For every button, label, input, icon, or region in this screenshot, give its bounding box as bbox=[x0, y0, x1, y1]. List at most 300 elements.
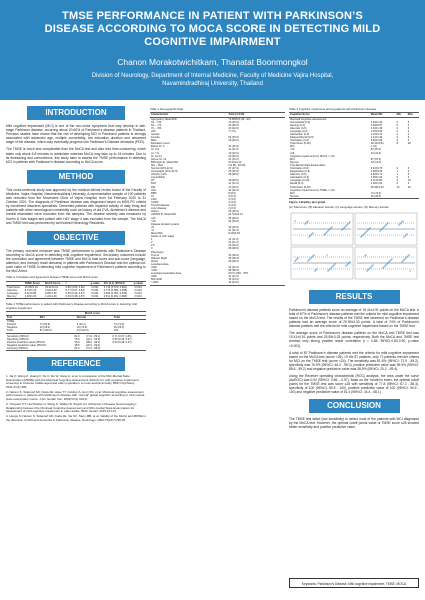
table-cell: 1.16±0.74 bbox=[370, 132, 383, 136]
table-cell: Visuospatial (0-5) bbox=[290, 120, 311, 124]
table-cell: Mixed bbox=[151, 259, 158, 263]
table-cell: >600 bbox=[151, 269, 157, 273]
table-cell: Normal bbox=[289, 195, 370, 199]
table-cell: 0.53 (0.38, 0.67) bbox=[65, 295, 90, 299]
table-cell: <0.001 bbox=[133, 288, 142, 292]
scatter-point bbox=[347, 263, 348, 264]
scatter-point bbox=[341, 229, 342, 230]
scatter-point bbox=[384, 265, 385, 266]
table-cell: 25 (25.0) bbox=[228, 123, 239, 127]
results-paragraph-2: The average score of Parkinson’s disease patients on the MoCA and TMSE test was 19.41±4.91 points and 25.95±3.33 points, respectively. Both the MoCA and TMSE test showed very strong positive linear correlation (r = 0.86, 95%CI:0.80-0.90, p-value <0.001). bbox=[289, 331, 419, 348]
table-header-cell: Test bbox=[6, 316, 39, 320]
scatter-point bbox=[361, 235, 362, 236]
scatter-point bbox=[333, 264, 334, 265]
table-cell: 5 bbox=[407, 120, 410, 124]
scatter-point bbox=[309, 258, 310, 259]
table-cell: UPDRS III, Mean±SD bbox=[151, 213, 176, 217]
table-cell: COPD bbox=[151, 201, 159, 205]
method-heading: METHOD bbox=[27, 170, 125, 184]
table-cell: 672.5 (250 - 757) bbox=[228, 272, 249, 276]
scatter-point bbox=[383, 226, 384, 227]
table-cell: Phenotype bbox=[151, 250, 164, 254]
table-cell: Accuracy (95%CI) bbox=[6, 347, 74, 351]
scatter-point bbox=[387, 222, 388, 223]
table-cell: Positive bbox=[7, 323, 17, 327]
scatter-point bbox=[326, 254, 327, 255]
scatter-point bbox=[405, 257, 406, 258]
table-cell: 23.22±4.12 bbox=[228, 160, 242, 164]
table-cell: 4 (4.0) bbox=[228, 201, 236, 205]
table-cell: 1 bbox=[396, 170, 399, 174]
introduction-paragraph-2: The TMSE is much less complicated than the MoCA test and also less time-consuming, which takes only about 6-8 minutes to administer whereas MoCA may take up to 15 minutes. Due to its timesaving and convenience, this study aims to assess the TMSE performance in detecting MCI in patients with Parkinson’s disease according to MoCA score. bbox=[6, 147, 146, 164]
table-cell: Gender bbox=[151, 132, 160, 136]
table-cell: 41 (41.0) bbox=[228, 241, 239, 245]
table-cell: 87 (100.0) bbox=[39, 329, 76, 333]
table-cell: 0.775 (0.581, 0.848) bbox=[103, 288, 128, 292]
scatter-point bbox=[383, 266, 384, 267]
table-header-cell: Normal bbox=[76, 316, 113, 320]
table-cell: 22 (22.0) bbox=[228, 145, 239, 149]
scatter-point bbox=[401, 221, 402, 222]
introduction-heading: INTRODUCTION bbox=[27, 106, 125, 120]
scatter-point bbox=[312, 255, 313, 256]
table-cell: 1.18±1.04 bbox=[24, 295, 44, 299]
table-cell: MCI bbox=[290, 191, 295, 195]
table-cell: 2.5 bbox=[151, 244, 155, 248]
table-cell: 2 (2.0) bbox=[228, 207, 236, 211]
scatter-point bbox=[406, 233, 407, 234]
authors: Chanon Morakotwichitkarn, Thanatat Boonmongkol bbox=[117, 57, 308, 67]
table-cell: 58 (58.0) bbox=[228, 269, 239, 273]
scatter-point bbox=[364, 255, 365, 256]
bland-altman-panel bbox=[291, 247, 353, 279]
scatter-point bbox=[370, 266, 371, 267]
table-cell: 74 (74.0) bbox=[113, 323, 125, 327]
table-cell: 41 (41.0) bbox=[228, 182, 239, 186]
scatter-point bbox=[332, 265, 333, 266]
table-cell: 42 (42.0) bbox=[228, 266, 239, 269]
scatter-point bbox=[391, 258, 392, 259]
figure-1-subcaption: (A) Total score, (B) Attention domain, (C) Language domain, (D) Memory domain bbox=[289, 205, 389, 210]
references-heading: REFERENCE bbox=[27, 357, 125, 371]
table-cell: 20 (20.0) bbox=[228, 154, 239, 158]
scatter-point bbox=[346, 224, 347, 225]
scatter-point bbox=[345, 265, 346, 266]
table-cell: 81.0 bbox=[74, 347, 86, 351]
table-cell: 3 (3.0) bbox=[228, 197, 236, 201]
scatter-point bbox=[330, 267, 331, 268]
bland-altman-panel bbox=[355, 213, 417, 245]
scatter-point bbox=[368, 268, 369, 269]
table-cell: (88.6 - 99.2) bbox=[86, 340, 101, 344]
scatter-point bbox=[367, 269, 368, 270]
table-cell: Mean±SD bbox=[151, 231, 163, 235]
table-cell: 40 – <60 bbox=[151, 120, 162, 124]
table-cell: Attention (0-6) bbox=[290, 126, 307, 130]
table-cell: 72.68±8.8 (49 - 93) bbox=[228, 117, 251, 121]
table-cell: >20 bbox=[151, 219, 156, 223]
table-cell: 9.11±0.85 bbox=[24, 291, 37, 295]
table-cell: 26 (26.0) bbox=[370, 195, 396, 199]
scatter-point bbox=[382, 267, 383, 268]
table-cell: 0 bbox=[396, 129, 399, 133]
table-cell: 0.53 (0.38, 0.67) bbox=[112, 340, 132, 344]
table-cell: Calculation (0-3) bbox=[290, 176, 310, 180]
table-cell: <0.001 bbox=[133, 295, 146, 299]
table-cell: Total Score bbox=[7, 285, 20, 289]
table-cell: >1000 bbox=[150, 281, 227, 285]
table-cell: 0.55 (0.39, 0.67) bbox=[65, 291, 85, 295]
table-header-cell: r bbox=[65, 281, 90, 285]
table-cell: 3 bbox=[407, 170, 410, 174]
table-header-cell: MCI bbox=[39, 316, 76, 320]
table-cell: 2.95±0.29 bbox=[370, 170, 383, 174]
scatter-point bbox=[342, 228, 343, 229]
figure-1-caption: Figure 1 Bradley plot graph bbox=[289, 199, 326, 204]
scatter-point bbox=[379, 230, 380, 231]
table-cell: 1.18±1.04 bbox=[370, 182, 383, 186]
table-cell: Gr. 7-9 bbox=[151, 151, 159, 155]
scatter-point bbox=[296, 258, 297, 259]
table-cell: Total bbox=[6, 329, 39, 333]
table-cell: ≤600 bbox=[151, 275, 157, 279]
table-cell: Specificity (95%CI) bbox=[7, 337, 29, 341]
scatter-point bbox=[316, 268, 317, 269]
table-cell: Age(years), Mean±SD bbox=[151, 117, 177, 121]
scatter-point bbox=[326, 231, 327, 232]
table-row bbox=[6, 329, 146, 333]
table-cell: Normal bbox=[290, 160, 299, 164]
scatter-point bbox=[312, 232, 313, 233]
scatter-point bbox=[389, 260, 390, 261]
table-cell: Akinetic Rigid bbox=[151, 256, 167, 260]
scatter-point bbox=[294, 260, 295, 261]
table-cell: BMI (kg/m2), Mean±SD bbox=[151, 160, 179, 164]
table-header-cell: p-value bbox=[90, 281, 103, 285]
scatter-point bbox=[369, 267, 370, 268]
scatter-point bbox=[308, 236, 309, 237]
table-cell: Delayed Recall (0-5) bbox=[290, 136, 314, 140]
table-cell: Comorbidity bbox=[151, 176, 165, 180]
table-cell: Language (0-3) bbox=[290, 129, 308, 133]
table-cell: Min – Max bbox=[151, 163, 163, 167]
table-cell: 6 bbox=[407, 139, 410, 143]
table-cell: Obesity (≥25) bbox=[151, 173, 167, 177]
table-cell: Thai Mental State Examination bbox=[290, 163, 326, 167]
results-paragraph-4: Using the Receiver operating characteristic (ROC) analysis, the area under the curve (AuROC) was 0.92 (95%CI: 0.86 – 0.97). Base on the Youden’s index, the optimal cutoff points for the TMSE test was score ≤28 with sensitivity of 77.8 (95%CI: 67.2 - 86.3), specificity of 100 (95%CI: 80.5 - 100), positive predictive value of 100 (95%CI: 94.9 - 100) and negative predictive value of 51.4 (95%CI: 34.4 - 68.1). bbox=[289, 374, 419, 395]
scatter-point bbox=[365, 231, 366, 232]
scatter-point bbox=[399, 223, 400, 224]
affiliation: Division of Neurology, Department of Internal Medicine, Faculty of Medicine Vajira Hospital, Navamindradhiraj University, Thailand bbox=[91, 73, 334, 87]
reference-item: 1. Jia X, Wang Z, Huang F, Su C, Du W, Jiang H, et al. A comparison of the Mini-Mental State Examination (MMSE) with the Montreal Cognitive Assessment (MoCA) for mild cognitive impairment screening in Chinese middle-aged and older population: a cross-sectional study. BMC Psychiatry. 2021;21(1):485. bbox=[6, 373, 139, 390]
table-cell: 3 bbox=[407, 182, 410, 186]
scatter-point bbox=[327, 270, 328, 271]
scatter-point bbox=[334, 263, 335, 264]
table-header-cell: Mean±SD bbox=[370, 113, 396, 117]
table-cell: (14.85 - 40.59) bbox=[228, 163, 246, 167]
table-cell: 6 (6.0) bbox=[228, 194, 236, 198]
table-cell: 8.19±4.66 bbox=[228, 231, 240, 235]
conclusion-paragraph: The TMSE test failed (low sensitivity) to detect most of the patients with MCI diagnosed by the MoCA test. However, the optimal cutoff points value of TMSE score ≤28 showed better sensitivity and positive predictive value. bbox=[289, 416, 419, 429]
scatter-point bbox=[371, 265, 372, 266]
table-cell: 0.652 (0.351, 0.836) bbox=[103, 291, 128, 295]
scatter-point bbox=[325, 232, 326, 233]
scatter-point bbox=[400, 222, 401, 223]
table-cell: (46.2 - 95.0) bbox=[86, 337, 101, 341]
table-header-cell: MoCA Score bbox=[44, 281, 65, 285]
table-cell bbox=[112, 347, 146, 351]
table-cell: 42 (42.0) bbox=[228, 126, 239, 130]
scatter-point bbox=[407, 255, 408, 256]
scatter-point bbox=[324, 233, 325, 234]
table-cell: DLP bbox=[151, 182, 157, 186]
table-cell: ≤600 bbox=[151, 266, 157, 269]
keywords-box: Keywords: Parkinson’s Disease, Mild cognitive impairment, TMSE, MOCA bbox=[289, 578, 419, 588]
table-1-demographics bbox=[150, 112, 285, 285]
table-cell: 14 bbox=[396, 185, 400, 189]
scatter-point bbox=[310, 234, 311, 235]
scatter-point bbox=[348, 222, 349, 223]
table-cell: 20 (20.0) bbox=[228, 185, 239, 189]
table-cell: 10 bbox=[407, 179, 411, 183]
scatter-point bbox=[386, 223, 387, 224]
table-cell: 3 (23.1) bbox=[76, 323, 86, 327]
table-cell: 54 (54.0) bbox=[228, 219, 239, 223]
scatter-point bbox=[408, 254, 409, 255]
table-cell: 30 bbox=[407, 185, 411, 189]
left-column bbox=[6, 106, 146, 423]
table-cell bbox=[396, 195, 407, 199]
table-cell: 25 (25.0) bbox=[228, 170, 239, 174]
table-cell: Education Level bbox=[151, 142, 170, 146]
table-cell: HT bbox=[151, 179, 155, 183]
table-cell: Negative predictive value (95%CI) bbox=[7, 343, 47, 347]
table-cell: Recall (0-3) bbox=[290, 182, 304, 186]
method-paragraph: This cross-sectional study was approved by the medical ethical review board of the Faculty of Medicine, Vajira Hospital, Navamindradhiraj University. A representative sample of 100 patients was recruited from the Movement Clinic of Vajira Hospital, from 1st February 2020 to 31 October 2020. The diagnosis of Parkinson disease was diagnosed based on MDS-PD criteria by movement disorders specialists. Demented patients with impaired activity of daily living and patients with other neurological comorbidity such as history of old CVA, Alzheimer’s disease and mental retardation were excluded from the samples. The disease severity was measured by Hoehn & Yahr stages and patient with H&Y stage 4 was excluded from the sample. The MoCA and TMSE test was performed by well trained Neurology Residents. bbox=[6, 187, 147, 225]
objective-paragraph: The primary outcome measure was TMSE performance in patients with Parkinson’s Disease according to MoCA score in detecting mild cognitive impairment. Secondary outcomes include the correlation and agreement between TMSE and MoCA total score and sub-score (language, attention, and memory recall domains) in patients with Parkinson’s Disease and the optimal cut-point value of TMSE in detecting mild cognitive impairment of Parkinson’s patients according to the MoCA test. bbox=[6, 248, 146, 274]
table-cell: <0.001 bbox=[133, 291, 142, 295]
table-cell: 32 (32.0) bbox=[228, 188, 239, 192]
table-cell: 26 (26.0) bbox=[113, 326, 125, 330]
table-cell: Positive predictive value (95%CI) bbox=[7, 340, 46, 344]
scatter-point bbox=[364, 232, 365, 233]
table-4-superheader: MoCA score bbox=[39, 311, 146, 315]
table-cell: 6 bbox=[407, 126, 410, 130]
table-cell: Orientation (0-6) bbox=[290, 139, 309, 143]
scatter-point bbox=[344, 226, 345, 227]
scatter-point bbox=[348, 262, 349, 263]
scatter-point bbox=[384, 225, 385, 226]
table-cell: Montreal Cognitive Assessment bbox=[290, 117, 327, 121]
table-cell: Cognitive impairments by MoCA, n (%) bbox=[290, 154, 335, 158]
scatter-point bbox=[297, 257, 298, 258]
table-header-cell: p-value bbox=[133, 281, 146, 285]
table-cell: 36 (36.0) bbox=[228, 256, 239, 260]
table-4-statistics bbox=[6, 335, 146, 351]
table-header-cell: Min bbox=[396, 113, 407, 117]
table-cell: 600-1000 bbox=[151, 278, 162, 282]
table-cell: OLF bbox=[151, 188, 157, 192]
scatter-point bbox=[402, 260, 403, 261]
table-cell: Registration (0-3) bbox=[290, 170, 311, 174]
table-cell: 6 bbox=[407, 167, 410, 170]
table-cell: 5 bbox=[407, 136, 410, 140]
table-cell: Tremor bbox=[151, 253, 160, 257]
table-cell: 28 (28.0) bbox=[228, 247, 239, 251]
scatter-point bbox=[328, 269, 329, 270]
table-cell: Language bbox=[7, 291, 19, 295]
table-cell: 71 (81.6) bbox=[39, 323, 51, 327]
table-cell: CKD bbox=[151, 197, 157, 201]
reference-item: 3. Trzepacz PT, Hochstetler H, Wang S, Walker B, Saykin AJ. Alzheimer’s Disease Neuroimaging I. Relationship between the Montreal Cognitive Assessment and Mini-mental State Examination for assessment of mild cognitive impairment in older adults. BMC Geriatr. 2015;15:107. bbox=[6, 401, 138, 414]
table-header-cell: Characteristic bbox=[150, 113, 227, 117]
table-header-cell: Total bbox=[113, 316, 146, 320]
table-cell: 100 bbox=[113, 329, 146, 333]
bland-altman-plots bbox=[289, 211, 419, 281]
results-heading: RESULTS bbox=[309, 290, 400, 304]
scatter-point bbox=[385, 224, 386, 225]
table-cell: Male bbox=[151, 139, 157, 143]
poster-title: TMSE PERFORMANCE IN PATIENT WITH PARKINSON’S DISEASE ACCORDING TO MOCA SCORE IN DETECTING MILD COGNITIVE IMPAIRMENT bbox=[44, 10, 381, 48]
bland-altman-panel bbox=[291, 213, 353, 245]
table-cell: 0 bbox=[396, 123, 399, 127]
table-cell: 4.64±1.49 bbox=[45, 288, 57, 292]
table-cell: 46 (46.0) bbox=[228, 139, 239, 143]
table-cell: 87 (87.0) bbox=[370, 148, 382, 152]
table-cell: Thyroid disease bbox=[151, 204, 170, 208]
table-cell: 2 bbox=[151, 241, 153, 245]
reference-item: 4. Hoops S, Nazem S, Siderowf AD, Duda JE, Xie SX, Stern MB, et al. Validity of the MoCA and MMSE in the detection of MCI and dementia in Parkinson disease. Neurology. 2009;73(21):1738-45. bbox=[6, 414, 146, 422]
scatter-point bbox=[327, 230, 328, 231]
scatter-point bbox=[403, 259, 404, 260]
table-cell: 44 (44.0) bbox=[227, 281, 285, 285]
table-cell: 0 bbox=[396, 182, 399, 186]
scatter-point bbox=[349, 261, 350, 262]
scatter-point bbox=[382, 227, 383, 228]
table-cell: Overweight (23.0-24.9) bbox=[151, 170, 178, 174]
scatter-point bbox=[343, 227, 344, 228]
table-cell: Attention (0-5) bbox=[290, 173, 307, 177]
table-cell: Negative bbox=[7, 326, 18, 330]
table-cell: 11 (11.0) bbox=[228, 148, 239, 152]
table-cell: Levodopa dose bbox=[151, 262, 169, 266]
right-column bbox=[289, 106, 419, 432]
table-cell: 15 (15.0) bbox=[228, 278, 239, 282]
table-cell: (20.2 - 59.4) bbox=[86, 343, 101, 347]
table-cell: Abstraction (0-2) bbox=[290, 132, 310, 136]
table-cell: 25.95±3.33 bbox=[24, 285, 38, 289]
table-cell: Total Score (0-30) bbox=[290, 142, 311, 146]
table-cell: 19.41±4.91 bbox=[45, 285, 59, 289]
table-cell: n (%) bbox=[370, 145, 377, 149]
table-cell: Gr. 10-12 bbox=[151, 154, 162, 158]
table-cell: Liver disease bbox=[151, 207, 167, 211]
table-cell: 60 – <70 bbox=[151, 123, 162, 127]
table-cell: 48 (48.0) bbox=[228, 179, 239, 183]
table-cell: 7 (7.0) bbox=[228, 129, 236, 133]
references-section bbox=[6, 357, 146, 422]
middle-column bbox=[150, 106, 285, 286]
table-1-caption: Table 1 Demographic Data bbox=[150, 107, 184, 111]
scatter-point bbox=[329, 268, 330, 269]
table-cell: 31 (31.0) bbox=[228, 157, 239, 161]
table-cell: (72.0 - 88.2) bbox=[85, 347, 111, 351]
scatter-point bbox=[306, 221, 307, 222]
table-cell: 54 (54.0) bbox=[228, 136, 239, 140]
scatter-point bbox=[349, 221, 350, 222]
table-cell: Disease duration (years) bbox=[151, 222, 180, 226]
table-header-cell: Max bbox=[407, 113, 419, 117]
table-cell: ≥26 bbox=[290, 151, 295, 155]
table-cell: <26 bbox=[290, 148, 295, 152]
table-cell: (71.9 - 89.1) bbox=[86, 334, 101, 338]
table-4-caption: Table 4 TMSE performance in patient with Parkinson’s Disease according to MoCA score in detecting mild cognitive impairment bbox=[6, 302, 137, 310]
table-cell: 6.05±1.96 bbox=[45, 291, 57, 295]
scatter-point bbox=[365, 254, 366, 255]
table-header-cell: TMSE Score bbox=[24, 281, 44, 285]
scatter-point bbox=[360, 236, 361, 237]
table-cell: 2 bbox=[407, 132, 410, 136]
scatter-point bbox=[405, 234, 406, 235]
table-cell: 1 bbox=[151, 238, 153, 242]
table-cell: 0 bbox=[396, 167, 399, 170]
scatter-point bbox=[403, 236, 404, 237]
scatter-point bbox=[366, 270, 367, 271]
table-cell: Orientation (0-6) bbox=[290, 167, 309, 170]
table-cell: 11 (11.0) bbox=[228, 238, 239, 242]
table-cell: 19.41±4.91 bbox=[370, 142, 384, 146]
objective-heading: OBJECTIVE bbox=[27, 231, 125, 245]
introduction-paragraph-1: Mild cognitive impairment (MCI) is one of the non-motor symptoms that may develop in late-stage Parkinson disease, occurring about 20-60% of Parkinson’s disease patients in Thailand. Previous studies have shown that the risk of developing MCI in Parkinson patients is strongly associated with advanced age, multiple comorbidity, low education duration and advanced stage of the disease, which may eventually progress into Parkinson’s Disease dementia (PDD). bbox=[6, 124, 146, 145]
table-cell: 1.21±1.49 bbox=[370, 136, 383, 140]
scatter-point bbox=[404, 235, 405, 236]
table-cell: 39 (39.0) bbox=[228, 225, 239, 229]
scatter-point bbox=[366, 230, 367, 231]
table-cell: Ol bbox=[151, 194, 154, 198]
table-cell: 4 (4.0) bbox=[228, 204, 236, 208]
table-cell: 10 (10.0) bbox=[228, 151, 239, 155]
table-cell: Cognitive impairments by TMSE, n (%) bbox=[290, 188, 335, 192]
table-cell: <0.001 bbox=[90, 295, 103, 299]
table-cell: <0.001 bbox=[90, 285, 99, 289]
table-cell bbox=[407, 195, 419, 199]
results-paragraph-1: Parkinson’s disease patients score an average of 19.41±4.91 points on the MoCA test. A total of 87% of Parkinson’s disease patients met the criteria for mild cognitive impairment based on the MoCA test. The results of the TMSE test screened on Parkinson’s disease patients had an average score of 25.95±3.33 points. A total of 74% of Parkinson’s disease patients met the criteria for mild cognitive impairment based on the TMSE test. bbox=[289, 307, 419, 329]
table-cell: ≥80 bbox=[151, 129, 156, 133]
results-paragraph-3: A total of 87 Parkinson’s disease patients met the criteria for mild cognitive impairment based on the MoCA test (score <26). Of the 87 patients, only 71 patients met the criteria for MCI on the TMSE test (score <24). The sensitivity was 81.6% (95%CI: 71.9 - 89.2), specificity was 76.9% (95%CI: 46.2 - 95.0), positive predictive value was 95.9% (95%CI: 88.6 - 99.2) and negative predictive value was 38.5% (95%CI: 20.2 - 59.4). bbox=[289, 350, 419, 371]
table-cell: 2.69±1.62 bbox=[370, 120, 383, 124]
table-cell: 76.9 bbox=[74, 337, 80, 341]
table-cell: 3 bbox=[407, 129, 410, 133]
scatter-point bbox=[388, 261, 389, 262]
scatter-point bbox=[402, 220, 403, 221]
table-cell: 1 bbox=[396, 173, 399, 177]
scatter-point bbox=[331, 266, 332, 267]
table-cell: 25 (25.0) bbox=[228, 210, 239, 214]
table-cell: 0.713 (0.579, 0.801) bbox=[103, 285, 128, 289]
scatter-point bbox=[367, 229, 368, 230]
table-cell: 0 bbox=[396, 126, 399, 130]
table-2-cognitive bbox=[289, 112, 419, 199]
scatter-point bbox=[323, 234, 324, 235]
table-cell: 28 (28.0) bbox=[228, 259, 239, 263]
scatter-point bbox=[313, 254, 314, 255]
table-cell: Naming (0-3) bbox=[290, 123, 306, 127]
table-cell: 9.11±0.85 bbox=[370, 179, 383, 183]
table-cell: 13 (13.0) bbox=[370, 160, 382, 164]
table-row bbox=[289, 195, 419, 199]
scatter-point bbox=[315, 269, 316, 270]
table-cell: 36 (36.0) bbox=[228, 253, 239, 257]
